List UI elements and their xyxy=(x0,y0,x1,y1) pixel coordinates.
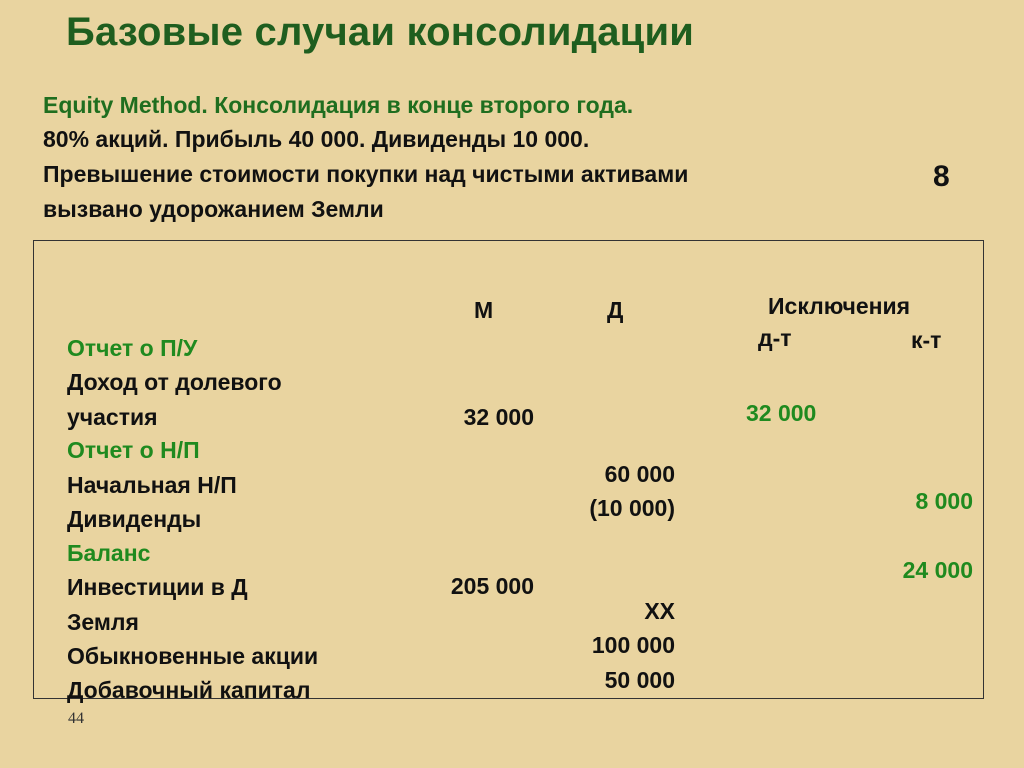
value-opening-re-d: 60 000 xyxy=(604,461,675,487)
subtitle-line-1: Equity Method. Консолидация в конце второго года. xyxy=(43,92,634,118)
header-credit: к-т xyxy=(911,327,942,353)
value-investment-credit: 24 000 xyxy=(902,557,973,583)
row-equity-income-1: Доход от долевого xyxy=(67,369,282,395)
slide-number: 8 xyxy=(933,160,950,193)
value-equity-income-m: 32 000 xyxy=(463,404,534,430)
row-common-stock: Обыкновенные акции xyxy=(67,643,319,669)
slide-title: Базовые случаи консолидации xyxy=(66,10,695,54)
row-land: Земля xyxy=(67,609,139,635)
section-re: Отчет о Н/П xyxy=(67,437,200,463)
subtitle-line-3: Превышение стоимости покупки над чистыми активами xyxy=(43,161,689,187)
section-bs: Баланс xyxy=(67,540,151,566)
value-apic-d: 50 000 xyxy=(604,667,675,693)
header-debit: д-т xyxy=(758,325,792,351)
consolidation-table xyxy=(33,240,984,703)
header-d: Д xyxy=(607,297,624,323)
value-dividends-credit: 8 000 xyxy=(915,488,973,514)
value-equity-income-debit: 32 000 xyxy=(746,400,817,426)
row-investment: Инвестиции в Д xyxy=(67,574,248,600)
row-equity-income-2: участия xyxy=(67,404,158,430)
value-dividends-d: (10 000) xyxy=(589,495,675,521)
value-common-stock-d: 100 000 xyxy=(591,632,675,658)
header-m: М xyxy=(474,297,494,323)
row-apic: Добавочный капитал xyxy=(67,677,311,703)
subtitle-line-2: 80% акций. Прибыль 40 000. Дивиденды 10 000. xyxy=(43,126,590,152)
section-pl: Отчет о П/У xyxy=(67,335,198,361)
footer-page-number: 44 xyxy=(68,710,84,727)
row-opening-re: Начальная Н/П xyxy=(67,472,237,498)
row-dividends: Дивиденды xyxy=(67,506,202,532)
header-exclusions: Исключения xyxy=(768,293,911,319)
value-land-d: XX xyxy=(644,598,675,624)
subtitle-line-4: вызвано удорожанием Земли xyxy=(43,196,384,222)
value-investment-m: 205 000 xyxy=(450,573,534,599)
